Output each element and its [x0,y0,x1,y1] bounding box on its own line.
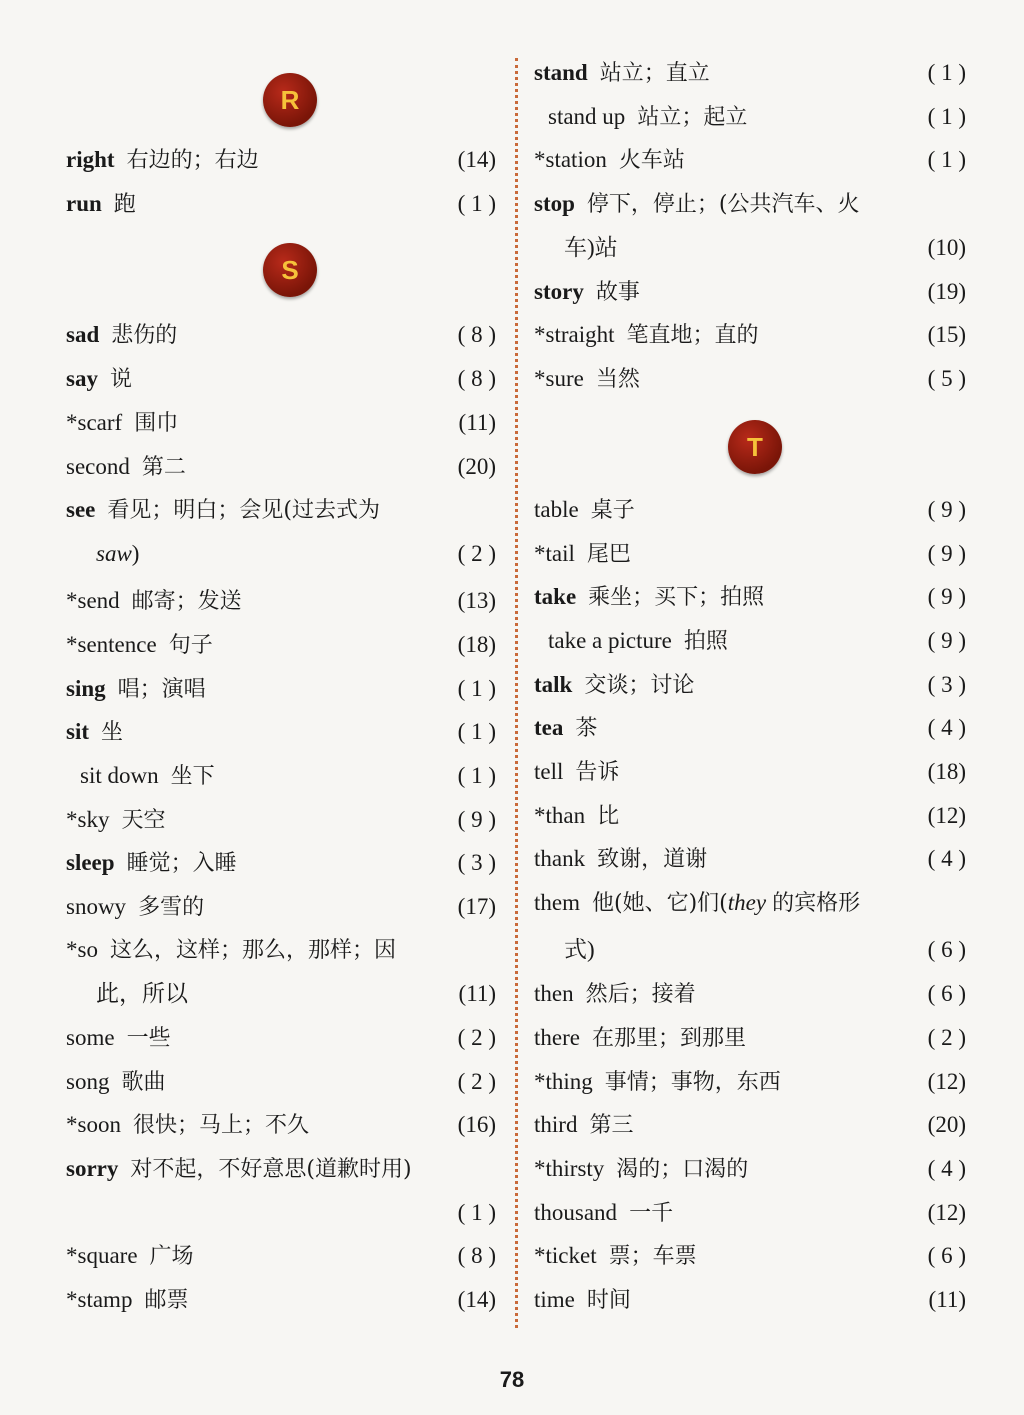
unit-number: (17) [457,894,496,919]
entry-them-continued [534,935,966,965]
meaning: 交谈；讨论 [584,673,695,698]
entry-say [66,364,496,394]
entry-stand-up [534,102,966,132]
entry-sit [66,717,496,747]
word: take [534,584,577,609]
entry-stand [534,58,966,88]
word: say [66,366,98,391]
entry-sorry-number [66,1198,496,1228]
entry-sorry [66,1154,496,1184]
word: some [66,1025,115,1050]
word: song [66,1069,110,1094]
entry-thousand [534,1198,966,1228]
entry-stop-continued [534,233,966,263]
unit-number: (18) [927,759,966,784]
word: sad [66,322,100,347]
unit-number: ( 2 ) [457,1069,496,1094]
entry-thirsty [534,1154,966,1184]
unit-number: ( 8 ) [457,1243,496,1268]
entry-stop [534,189,966,219]
unit-number: ( 6 ) [927,937,966,962]
unit-number: (14) [457,147,496,172]
unit-number: ( 1 ) [927,147,966,172]
meaning: 时间 [586,1288,631,1313]
entry-straight [534,320,966,350]
word: *square [66,1243,138,1268]
word: *sky [66,807,110,832]
page-number: 78 [499,1367,525,1392]
word: see [66,497,96,522]
word: stop [534,191,575,216]
meaning: 坐 [101,720,124,745]
section-badge-t: T [728,420,782,474]
word: sit [66,719,89,744]
unit-number: ( 9 ) [457,807,496,832]
unit-number: (11) [458,410,496,435]
meaning-tail: 的宾格形 [772,891,861,916]
entry-so [66,935,496,965]
unit-number: ( 9 ) [927,628,966,653]
entry-soon [66,1110,496,1140]
meaning: 致谢，道谢 [597,847,708,872]
meaning: 跑 [113,192,136,217]
meaning: 渴的；口渴的 [616,1157,749,1182]
word: *station [534,147,607,172]
unit-number: (18) [457,632,496,657]
meaning: 站立；起立 [637,105,748,130]
entry-snowy [66,892,496,922]
word: tea [534,715,564,740]
entry-tail [534,539,966,569]
word: time [534,1287,575,1312]
meaning: 悲伤的 [111,323,178,348]
word: thousand [534,1200,618,1225]
unit-number: ( 2 ) [457,1025,496,1050]
unit-number: ( 1 ) [457,1200,496,1225]
entry-scarf [66,408,496,438]
word: *send [66,588,120,613]
unit-number: ( 6 ) [927,981,966,1006]
word: sit down [80,763,159,788]
meaning: 一千 [629,1201,674,1226]
unit-number: ( 1 ) [927,60,966,85]
unit-number: (13) [457,588,496,613]
entry-table [534,495,966,525]
unit-number: (12) [927,803,966,828]
unit-number: ( 1 ) [927,104,966,129]
unit-number: (20) [457,454,496,479]
unit-number: (20) [927,1112,966,1137]
word: talk [534,672,573,697]
meaning: 火车站 [618,148,685,173]
meaning: 很快；马上；不久 [132,1113,309,1138]
word: them [534,890,580,915]
entry-sit-down [66,761,496,791]
meaning: 故事 [595,280,640,305]
word: *ticket [534,1243,597,1268]
unit-number: (16) [457,1112,496,1137]
meaning: 邮票 [144,1288,189,1313]
meaning: 茶 [575,716,598,741]
word: stand up [548,104,626,129]
entry-so-continued [66,979,496,1009]
entry-sky [66,805,496,835]
unit-number: (10) [927,235,966,260]
unit-number: ( 9 ) [927,497,966,522]
meaning: 票；车票 [608,1244,697,1269]
word: *sentence [66,632,157,657]
word: stand [534,60,588,85]
entry-take-a-picture [534,626,966,656]
entry-third [534,1110,966,1140]
meaning: 歌曲 [121,1070,166,1095]
past-tense-word: saw [96,541,132,566]
unit-number: (19) [927,279,966,304]
meaning: 拍照 [683,629,728,654]
meaning: 比 [597,804,620,829]
meaning: 唱；演唱 [117,677,206,702]
unit-number: (15) [927,322,966,347]
entry-see-continued [66,539,496,569]
word: then [534,981,574,1006]
unit-number: ( 9 ) [927,541,966,566]
meaning: 广场 [149,1244,194,1269]
entry-talk [534,670,966,700]
word: *thing [534,1069,593,1094]
entry-sentence [66,630,496,660]
meaning: 邮寄；发送 [131,589,242,614]
word: *tail [534,541,575,566]
unit-number: ( 4 ) [927,1156,966,1181]
entry-take [534,582,966,612]
entry-send [66,586,496,616]
meaning-continued: 式) [564,937,595,962]
word: table [534,497,579,522]
meaning: 睡觉；入睡 [126,851,237,876]
entry-sleep [66,848,496,878]
entry-sing [66,674,496,704]
meaning: 多雪的 [138,895,205,920]
meaning: 这么，这样；那么，那样；因 [109,938,396,963]
entry-square [66,1241,496,1271]
meaning-continued: ) [131,541,140,566]
unit-number: ( 2 ) [457,541,496,566]
meaning: 他(她、它)们( [592,891,728,916]
entry-then [534,979,966,1009]
entry-right [66,145,496,175]
unit-number: (12) [927,1069,966,1094]
word: *so [66,937,98,962]
entry-station [534,145,966,175]
meaning: 尾巴 [586,542,631,567]
entry-time [534,1285,966,1315]
word: story [534,279,584,304]
entry-ticket [534,1241,966,1271]
unit-number: ( 9 ) [927,584,966,609]
unit-number: ( 3 ) [457,850,496,875]
meaning: 句子 [168,633,213,658]
word: *scarf [66,410,123,435]
entry-some [66,1023,496,1053]
unit-number: ( 8 ) [457,322,496,347]
entry-them [534,888,966,918]
meaning: 停下，停止；(公共汽车、火 [586,192,860,217]
word: there [534,1025,580,1050]
entry-there [534,1023,966,1053]
meaning: 在那里；到那里 [591,1026,746,1051]
meaning: 说 [109,367,132,392]
unit-number: ( 4 ) [927,715,966,740]
entry-stamp [66,1285,496,1315]
unit-number: ( 4 ) [927,846,966,871]
word: *sure [534,366,584,391]
word: sing [66,676,106,701]
meaning: 然后；接着 [585,982,696,1007]
word: take a picture [548,628,672,653]
word: tell [534,759,564,784]
entry-thank [534,844,966,874]
word: sorry [66,1156,119,1181]
unit-number: ( 1 ) [457,719,496,744]
entry-story [534,277,966,307]
meaning: 事情；事物，东西 [604,1070,781,1095]
italic-word: they [727,890,767,915]
meaning: 笔直地；直的 [626,323,759,348]
word: run [66,191,102,216]
entry-second [66,452,496,482]
unit-number: ( 1 ) [457,763,496,788]
entry-sad [66,320,496,350]
meaning: 围巾 [134,411,179,436]
unit-number: ( 5 ) [927,366,966,391]
word: *than [534,803,586,828]
meaning: 坐下 [170,764,215,789]
meaning: 站立；直立 [599,61,710,86]
word: second [66,454,130,479]
unit-number: ( 2 ) [927,1025,966,1050]
unit-number: ( 3 ) [927,672,966,697]
unit-number: ( 6 ) [927,1243,966,1268]
unit-number: (14) [457,1287,496,1312]
entry-run [66,189,496,219]
section-badge-r: R [263,73,317,127]
meaning-continued: 此，所以 [96,981,188,1006]
word: *straight [534,322,615,347]
meaning: 乘坐；买下；拍照 [588,585,765,610]
unit-number: (11) [458,981,496,1006]
meaning: 看见；明白；会见(过去式为 [107,498,380,523]
entry-thing [534,1067,966,1097]
entry-sure [534,364,966,394]
meaning: 告诉 [575,760,620,785]
meaning: 一些 [126,1026,171,1051]
word: *soon [66,1112,121,1137]
unit-number: ( 1 ) [457,676,496,701]
word: sleep [66,850,115,875]
meaning: 天空 [121,808,166,833]
word: *stamp [66,1287,133,1312]
entry-tell [534,757,966,787]
meaning: 当然 [595,367,640,392]
entry-see [66,495,496,525]
word: snowy [66,894,127,919]
unit-number: ( 8 ) [457,366,496,391]
word: *thirsty [534,1156,605,1181]
meaning: 第三 [589,1113,634,1138]
meaning: 桌子 [590,498,635,523]
column-divider [515,58,518,1328]
unit-number: (11) [928,1287,966,1312]
entry-than [534,801,966,831]
word: right [66,147,115,172]
unit-number: ( 1 ) [457,191,496,216]
entry-song [66,1067,496,1097]
word: thank [534,846,586,871]
meaning: 第二 [141,455,186,480]
unit-number: (12) [927,1200,966,1225]
meaning-continued: 车)站 [564,235,618,260]
meaning: 对不起，不好意思(道歉时用) [130,1157,412,1182]
meaning: 右边的；右边 [126,148,259,173]
word: third [534,1112,578,1137]
section-badge-s: S [263,243,317,297]
entry-tea [534,713,966,743]
